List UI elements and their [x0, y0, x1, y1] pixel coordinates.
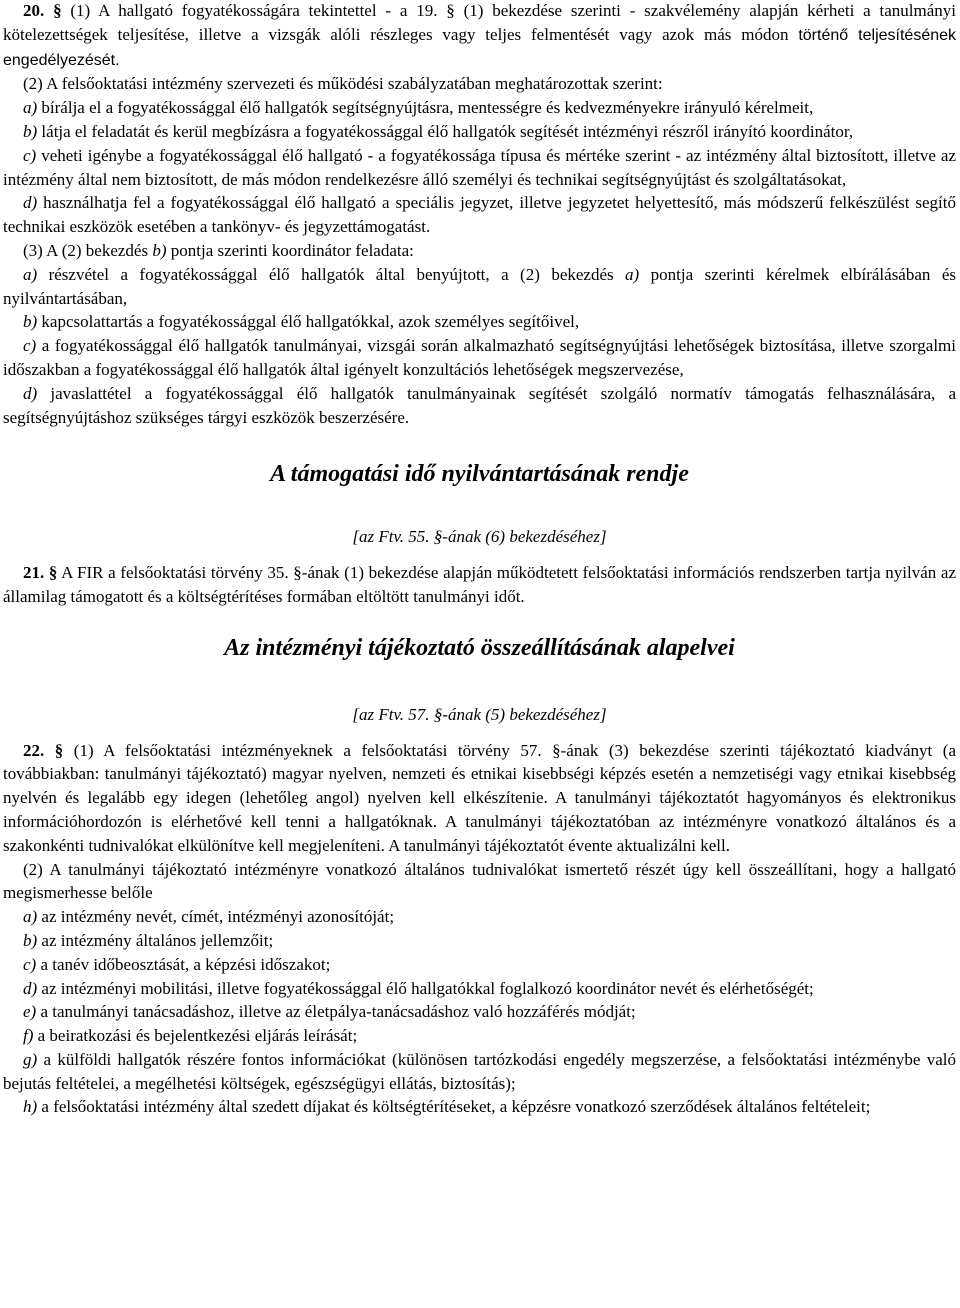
section-sign: §: [54, 740, 64, 760]
section-heading: Az intézményi tájékoztató összeállításának alapelvei: [224, 634, 735, 661]
list-item: a) bírálja el a fogyatékossággal élő hallgatók segítségnyújtásra, mentességre és kedvezményekre irányuló kérelmeit,: [23, 98, 814, 118]
list-item: b) kapcsolattartás a fogyatékossággal élő hallgatókkal, azok személyes segítőivel,: [23, 312, 580, 332]
list-item: d) javaslattétel a fogyatékossággal élő hallgatók tanulmányainak segítését szolgáló normatív támogatás felhasználására, a segítségnyújtáshoz szükséges tárgyi eszközök beszerzésére.: [3, 383, 956, 427]
list-item: b) az intézmény általános jellemzőit;: [23, 930, 274, 950]
list-item: g) a külföldi hallgatók részére fontos információkat (különösen tartózkodási engedély megszerzése, a felsőoktatási intézménybe való bejutás feltételei, a megélhetési költségek, egészségügyi ellátás, biztosítás);: [3, 1049, 956, 1093]
list-item: c) veheti igénybe a fogyatékossággal élő hallgató - a fogyatékossága típusa és mértéke szerint - az intézmény által biztosított, illetve az intézmény által nem biztosított, de más módon rendelkezésre álló személyi és technikai segítségnyújtást és szolgáltatásokat,: [3, 145, 956, 189]
legal-reference: [az Ftv. 57. §-ának (5) bekezdéséhez]: [352, 704, 607, 724]
section-number: 20.: [23, 1, 45, 20]
list-item: b) látja el feladatát és kerül megbízásra a fogyatékossággal élő hallgatók segítését intézményi részről irányító koordinátor,: [23, 121, 854, 141]
section-22-para-1: 22. § (1) A felsőoktatási intézményeknek a felsőoktatási törvény 57. §-ának (3) bekezdése szerinti tájékoztató kiadványt (a továbbiakban: tanulmányi tájékoztató) magyar nyelven, nemzeti és etnikai kisebbségi képzés esetén a nemzetiségi vagy etnikai kisebbség nyelvén és legalább egy idegen (lehetőleg angol) nyelven kell elkészítenie. A tanulmányi tájékoztatót hagyományos és elektronikus információhordozón is elérhetővé kell tenni a hallgatóknak. A tanulmányi tájékoztatóban az intézményre vonatkozó általános és a szakonkénti tudnivalókat elkülönítve kell megjeleníteni. A tanulmányi tájékoztatót évente aktualizálni kell.: [3, 740, 957, 855]
section-number: 21.: [23, 563, 45, 583]
section-22-para-2: (2) A tanulmányi tájékoztató intézményre vonatkozó általános tudnivalókat ismertető részét úgy kell összeállítani, hogy a hallgató megismerhesse belőle: [3, 859, 956, 903]
list-item: a) az intézmény nevét, címét, intézményi azonosítóját;: [23, 907, 395, 927]
list-item: e) a tanulmányi tanácsadáshoz, illetve az életpálya-tanácsadáshoz való hozzáférés módját;: [23, 1002, 636, 1022]
legal-reference: [az Ftv. 55. §-ának (6) bekezdéséhez]: [352, 527, 607, 547]
section-heading: A támogatási idő nyilvántartásának rendje: [270, 461, 689, 488]
section-20-para-2: (2) A felsőoktatási intézmény szervezeti és működési szabályzatában meghatározottak szerint:: [23, 74, 663, 94]
section-number: 22.: [23, 740, 45, 760]
list-item: d) használhatja fel a fogyatékossággal élő hallgató a speciális jegyzet, illetve jegyzetet helyettesítő, más módszerű felkészülést segítő technikai eszközök esetében a tankönyv- és jegyzettámogatást.: [3, 193, 956, 237]
list-item: h) a felsőoktatási intézmény által szedett díjakat és költségtérítéseket, a képzésre vonatkozó szerződések általános feltételeit;: [23, 1097, 871, 1117]
section-sign: §: [53, 1, 62, 20]
list-item: a) részvétel a fogyatékossággal élő hallgatók által benyújtott, a (2) bekezdés a) pontja szerinti kérelmek elbírálásában és nyilvántartásában,: [3, 264, 956, 308]
section-20-para-1: 20. § (1) A hallgató fogyatékosságára tekintettel - a 19. § (1) bekezdése szerinti - szakvélemény alapján kérheti a tanulmányi kötelezettségek teljesítése, illetve a vizsgák alóli részleges vagy teljes felmentését vagy azok más módon történő teljesítésének engedélyezését.: [3, 1, 957, 69]
list-item: f) a beiratkozási és bejelentkezési eljárás leírását;: [23, 1026, 358, 1046]
list-item: c) a fogyatékossággal élő hallgatók tanulmányai, vizsgái során alkalmazható segítségnyújtási lehetőségek biztosítása, illetve szorgalmi időszakban a fogyatékossággal élő hallgatók által igényelt konzultációs lehetőségek megszervezése,: [3, 336, 956, 379]
section-sign: §: [48, 563, 58, 583]
section-20-para-3: (3) A (2) bekezdés b) pontja szerinti koordinátor feladata:: [23, 240, 414, 260]
list-item: c) a tanév időbeosztását, a képzési időszakot;: [23, 954, 331, 974]
section-21-para: 21. § A FIR a felsőoktatási törvény 35. §-ának (1) bekezdése alapján működtetett felsőoktatási információs rendszerben tartja nyilván az államilag támogatott és a költségtérítéses formában eltöltött tanulmányi időt.: [3, 563, 957, 606]
list-item: d) az intézményi mobilitási, illetve fogyatékossággal élő hallgatókkal foglalkozó koordinátor nevét és elérhetőségét;: [23, 978, 814, 998]
